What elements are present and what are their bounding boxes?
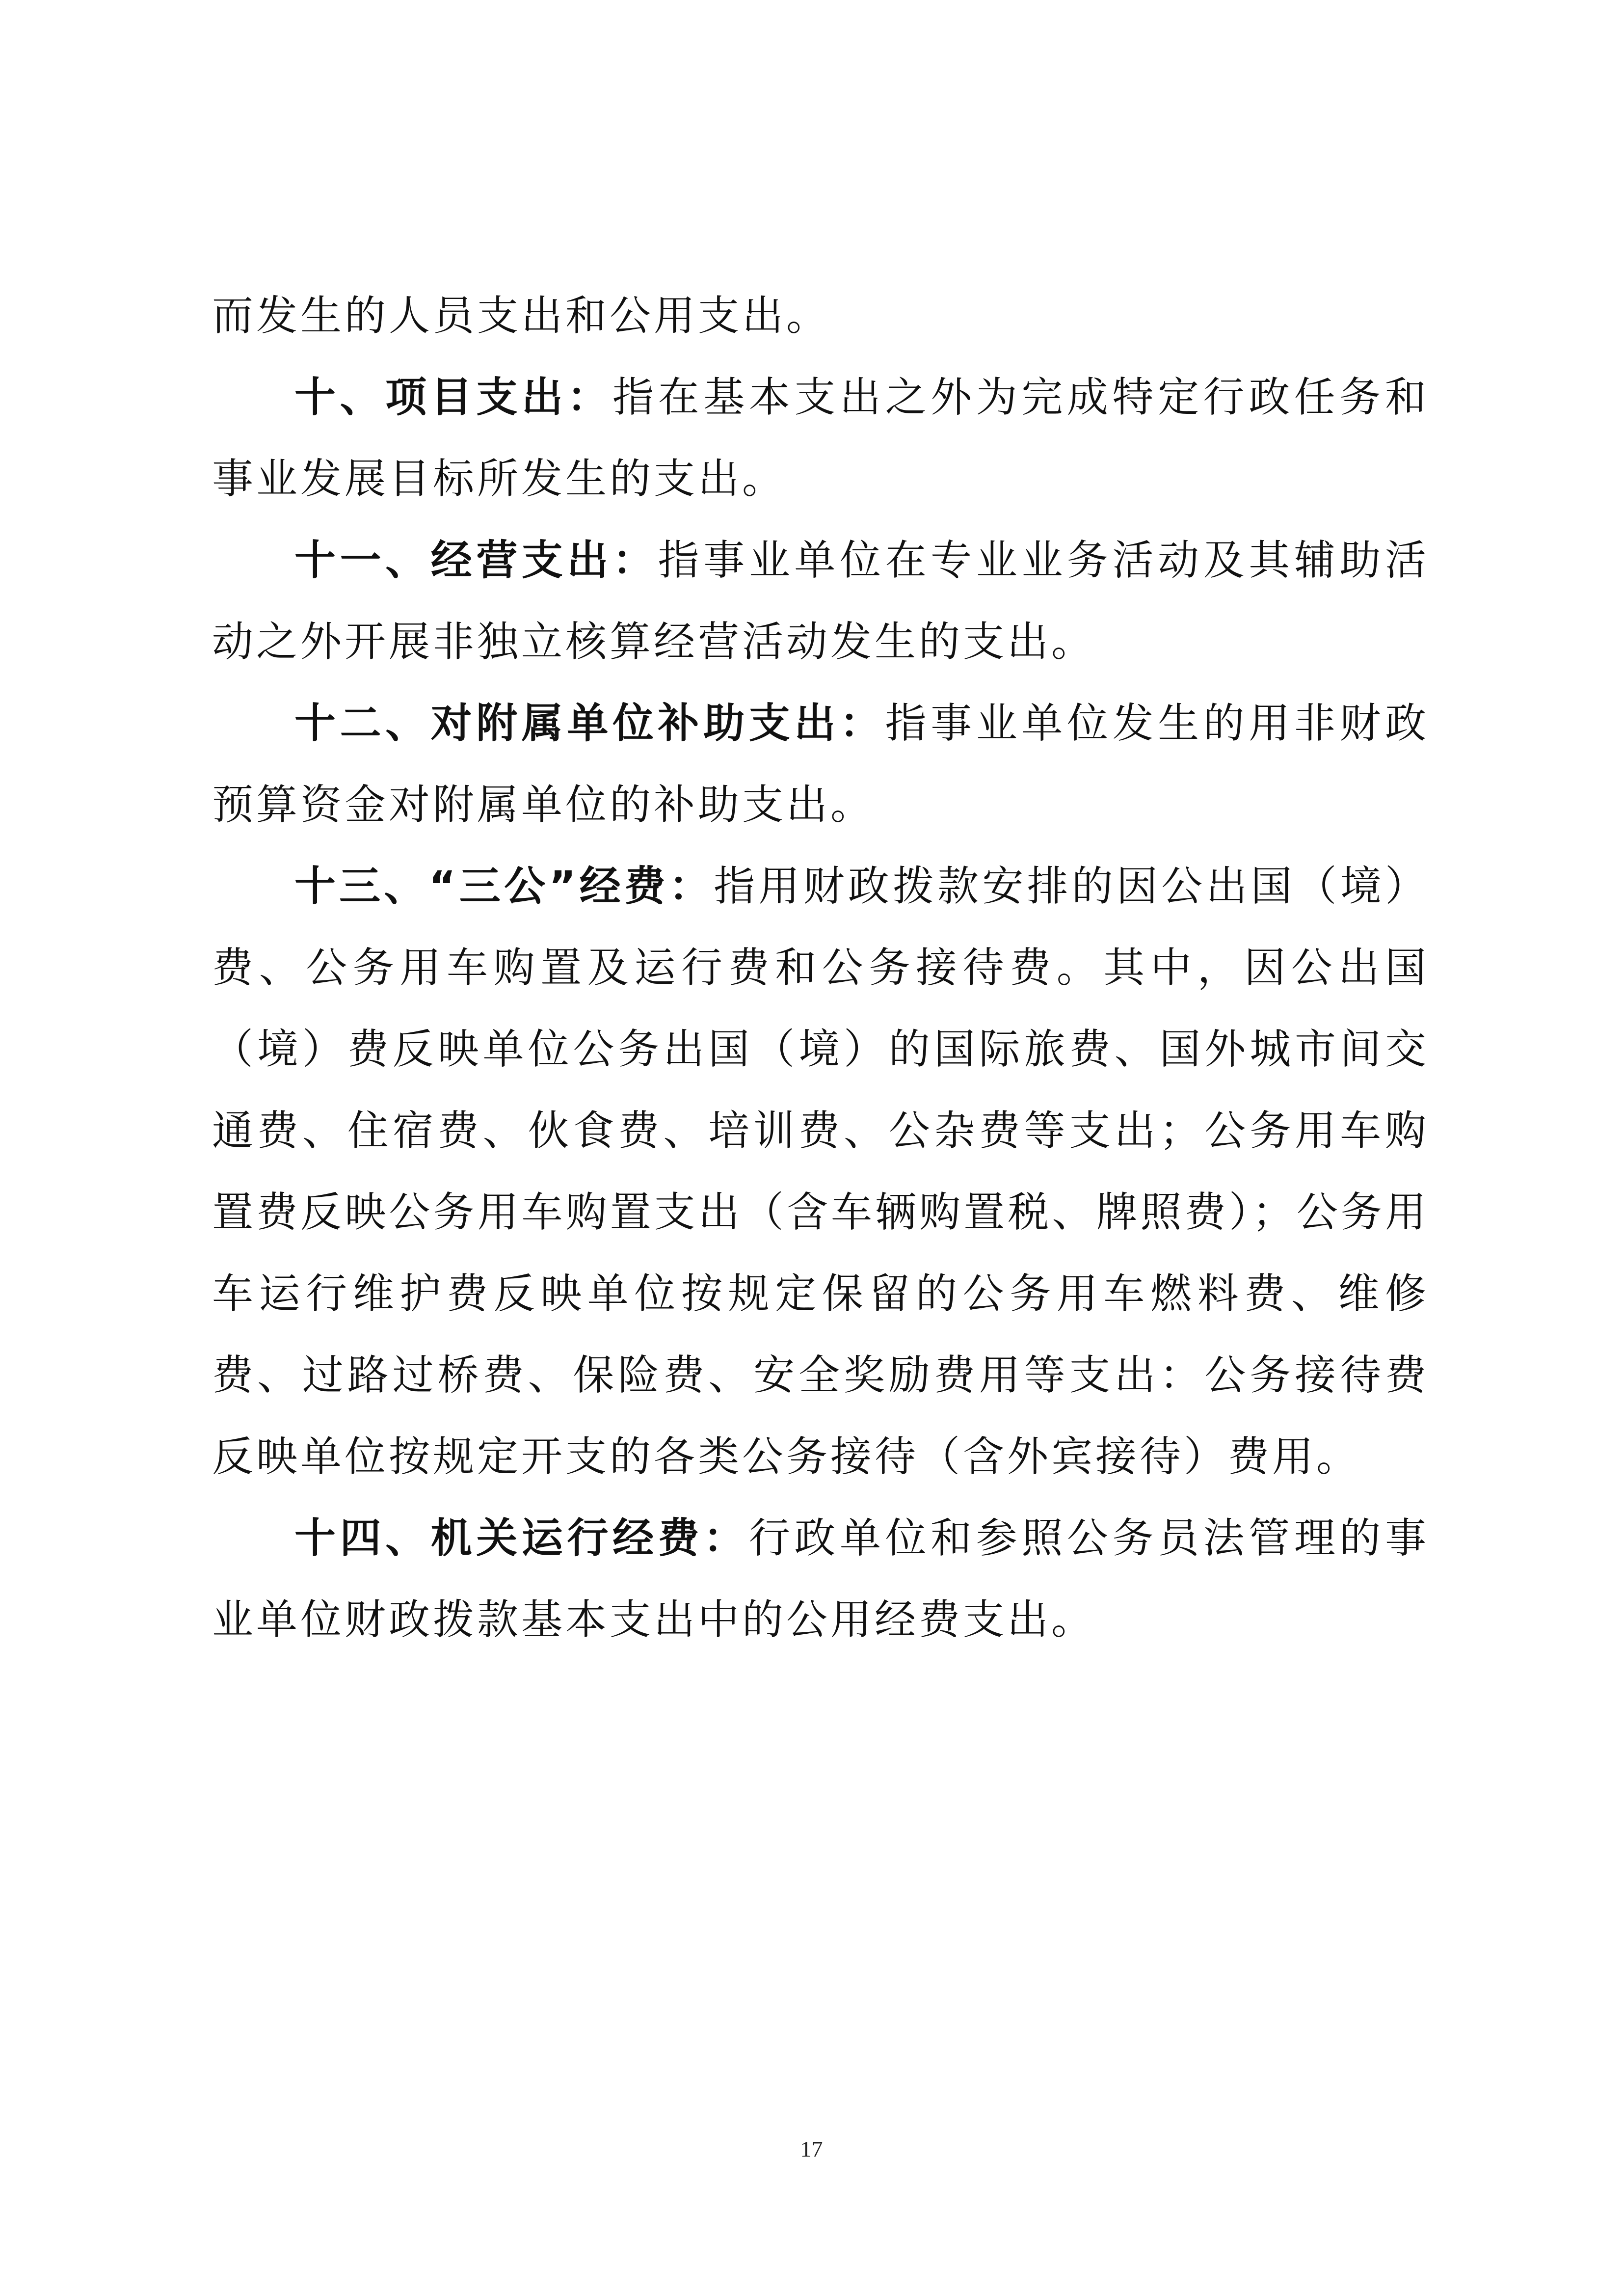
page-number: 17 [800,2136,823,2161]
paragraph-continuation [212,275,1429,356]
term-business-expenditure: 十一、经营支出： [294,536,658,584]
paragraph-business-expenditure [212,519,1429,682]
term-affiliate-subsidy: 十二、对附属单位补助支出： [294,699,885,747]
definition-business-expenditure: 指事业单位在专业业务活动及其辅助活动之外开展非独立核算经营活动发生的支出。 [212,536,1429,666]
paragraph-affiliate-subsidy [212,682,1429,845]
term-three-public-expenses: 十三、“三公”经费： [294,862,714,910]
term-project-expenditure: 十、项目支出： [294,373,613,421]
paragraph-agency-operating-expenses [212,1497,1429,1660]
paragraph-project-expenditure [212,356,1429,519]
definition-project-expenditure: 指在基本支出之外为完成特定行政任务和事业发展目标所发生的支出。 [212,373,1429,503]
definition-three-public-expenses: 指用财政拨款安排的因公出国（境）费、公务用车购置及运行费和公务接待费。其中，因公出国（境）费反映单位公务出国（境）的国际旅费、国外城市间交通费、住宿费、伙食费、培训费、公杂费等支出；公务用车购置费反映公务用车购置支出（含车辆购置税、牌照费）；公务用车运行维护费反映单位按规定保留的公务用车燃料费、维修费、过路过桥费、保险费、安全奖励费用等支出：公务接待费反映单位按规定开支的各类公务接待（含外宾接待）费用。 [212,862,1429,1481]
paragraph-text: 而发生的人员支出和公用支出。 [212,292,831,340]
paragraph-three-public-expenses [212,845,1429,1497]
definition-affiliate-subsidy: 指事业单位发生的用非财政预算资金对附属单位的补助支出。 [212,699,1429,829]
term-agency-operating-expenses: 十四、机关运行经费： [294,1514,749,1562]
document-body [212,275,1429,1660]
definition-agency-operating-expenses: 行政单位和参照公务员法管理的事业单位财政拨款基本支出中的公用经费支出。 [212,1514,1429,1644]
